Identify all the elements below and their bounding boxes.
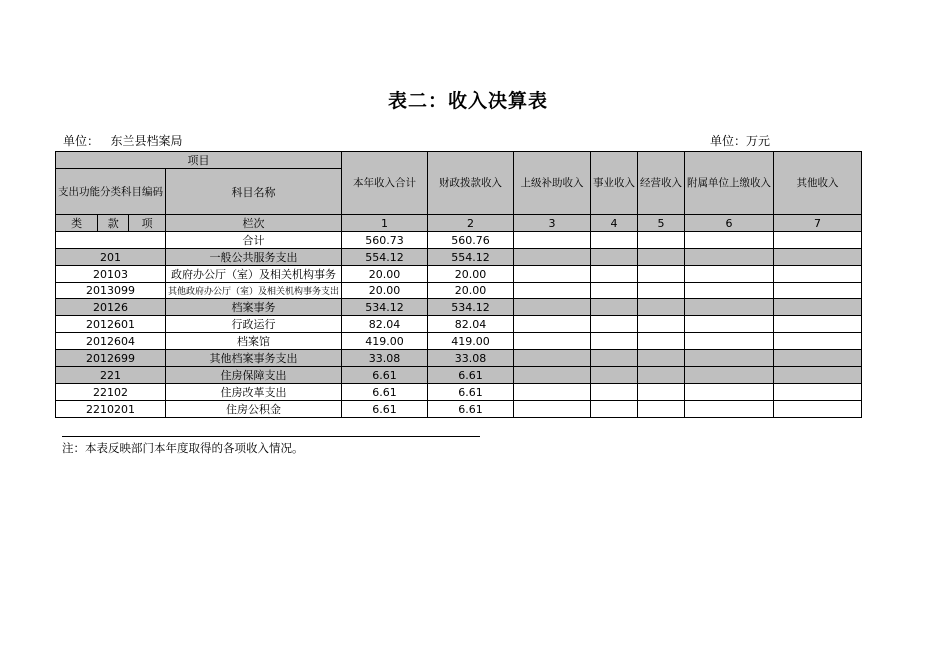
column-index-5: 5: [638, 215, 685, 232]
table-row: [56, 367, 862, 384]
row-other-income: [774, 266, 862, 283]
header-code-kuan: 款: [98, 215, 129, 232]
row-code-lei: 22102: [56, 384, 166, 401]
column-index-2: 2: [428, 215, 514, 232]
row-subordinate-remittance: [685, 299, 774, 316]
row-operating-income: [638, 299, 685, 316]
row-code-lei: 2012601: [56, 316, 166, 333]
header-operating-income: 经营收入: [638, 152, 685, 215]
row-fiscal-appropriation: 554.12: [428, 249, 514, 266]
row-code-lei: 2210201: [56, 401, 166, 418]
row-total-income: 534.12: [342, 299, 428, 316]
row-subject-name: 其他政府办公厅（室）及相关机构事务支出: [166, 283, 342, 299]
row-subordinate-remittance: [685, 367, 774, 384]
table-row: [56, 249, 862, 266]
header-business-income: 事业收入: [591, 152, 638, 215]
row-code-lei: 2012604: [56, 333, 166, 350]
table-row: [56, 384, 862, 401]
row-superior-subsidy: [514, 367, 591, 384]
unit-measure-label: 单位：万元: [709, 134, 770, 148]
header-other-income: 其他收入: [774, 152, 862, 215]
row-fiscal-appropriation: 82.04: [428, 316, 514, 333]
row-operating-income: [638, 283, 685, 299]
header-superior-subsidy: 上级补助收入: [514, 152, 591, 215]
row-superior-subsidy: [514, 401, 591, 418]
row-total-income: 20.00: [342, 266, 428, 283]
row-superior-subsidy: [514, 232, 591, 249]
row-subordinate-remittance: [685, 401, 774, 418]
row-business-income: [591, 350, 638, 367]
row-total-income: 82.04: [342, 316, 428, 333]
row-subject-name: 合计: [166, 232, 342, 249]
row-fiscal-appropriation: 6.61: [428, 401, 514, 418]
row-business-income: [591, 283, 638, 299]
row-subordinate-remittance: [685, 266, 774, 283]
row-other-income: [774, 232, 862, 249]
row-other-income: [774, 367, 862, 384]
row-other-income: [774, 384, 862, 401]
row-operating-income: [638, 316, 685, 333]
row-superior-subsidy: [514, 316, 591, 333]
row-total-income: 20.00: [342, 283, 428, 299]
row-business-income: [591, 367, 638, 384]
row-code-lei: 221: [56, 367, 166, 384]
row-superior-subsidy: [514, 249, 591, 266]
table-group-header-row: [56, 152, 862, 169]
row-business-income: [591, 384, 638, 401]
column-index-label: 栏次: [166, 215, 342, 232]
row-fiscal-appropriation: 6.61: [428, 384, 514, 401]
column-index-4: 4: [591, 215, 638, 232]
table-row: [56, 299, 862, 316]
row-total-income: 419.00: [342, 333, 428, 350]
row-operating-income: [638, 401, 685, 418]
row-business-income: [591, 249, 638, 266]
row-superior-subsidy: [514, 283, 591, 299]
row-total-income: 6.61: [342, 367, 428, 384]
table-row: [56, 333, 862, 350]
row-other-income: [774, 316, 862, 333]
row-code-lei: 2012699: [56, 350, 166, 367]
row-superior-subsidy: [514, 350, 591, 367]
row-total-income: 33.08: [342, 350, 428, 367]
page-title: 表二：收入决算表: [387, 90, 548, 112]
row-business-income: [591, 232, 638, 249]
row-fiscal-appropriation: 560.76: [428, 232, 514, 249]
column-index-6: 6: [685, 215, 774, 232]
row-total-income: 6.61: [342, 384, 428, 401]
row-business-income: [591, 333, 638, 350]
row-operating-income: [638, 266, 685, 283]
row-other-income: [774, 283, 862, 299]
table-row: [56, 283, 862, 299]
row-other-income: [774, 249, 862, 266]
row-operating-income: [638, 249, 685, 266]
table-row: [56, 350, 862, 367]
row-fiscal-appropriation: 20.00: [428, 283, 514, 299]
row-superior-subsidy: [514, 333, 591, 350]
header-expenditure-code: 支出功能分类科目编码: [56, 169, 166, 215]
row-subject-name: 其他档案事务支出: [166, 350, 342, 367]
row-code-lei: [56, 232, 166, 249]
row-subject-name: 住房保障支出: [166, 367, 342, 384]
row-business-income: [591, 266, 638, 283]
row-total-income: 554.12: [342, 249, 428, 266]
row-code-lei: 20126: [56, 299, 166, 316]
row-subordinate-remittance: [685, 350, 774, 367]
row-superior-subsidy: [514, 266, 591, 283]
row-total-income: 560.73: [342, 232, 428, 249]
header-fiscal-appropriation: 财政拨款收入: [428, 152, 514, 215]
row-subject-name: 档案事务: [166, 299, 342, 316]
row-operating-income: [638, 384, 685, 401]
row-subordinate-remittance: [685, 249, 774, 266]
header-total-income: 本年收入合计: [342, 152, 428, 215]
row-subordinate-remittance: [685, 316, 774, 333]
row-other-income: [774, 401, 862, 418]
row-total-income: 6.61: [342, 401, 428, 418]
row-subject-name: 政府办公厅（室）及相关机构事务: [166, 266, 342, 283]
row-subject-name: 一般公共服务支出: [166, 249, 342, 266]
row-code-lei: 20103: [56, 266, 166, 283]
row-fiscal-appropriation: 20.00: [428, 266, 514, 283]
header-subject-name: 科目名称: [166, 169, 342, 215]
row-superior-subsidy: [514, 384, 591, 401]
table-row: [56, 266, 862, 283]
table-column-index-row: [56, 215, 862, 232]
row-subject-name: 档案馆: [166, 333, 342, 350]
table-body: [56, 232, 862, 418]
row-business-income: [591, 316, 638, 333]
row-subject-name: 住房公积金: [166, 401, 342, 418]
header-subordinate-remittance: 附属单位上缴收入: [685, 152, 774, 215]
row-business-income: [591, 401, 638, 418]
income-final-account-table: [55, 151, 862, 418]
column-index-1: 1: [342, 215, 428, 232]
column-index-3: 3: [514, 215, 591, 232]
row-fiscal-appropriation: 534.12: [428, 299, 514, 316]
table-row: [56, 401, 862, 418]
note-divider: [62, 436, 480, 437]
unit-name-label: 单位： 东兰县档案局: [63, 134, 183, 148]
row-subordinate-remittance: [685, 232, 774, 249]
row-subject-name: 行政运行: [166, 316, 342, 333]
row-fiscal-appropriation: 419.00: [428, 333, 514, 350]
row-subject-name: 住房改革支出: [166, 384, 342, 401]
header-code-xiang: 项: [129, 215, 166, 232]
row-code-lei: 2013099: [56, 283, 166, 299]
row-operating-income: [638, 333, 685, 350]
row-code-lei: 201: [56, 249, 166, 266]
row-subordinate-remittance: [685, 384, 774, 401]
row-subordinate-remittance: [685, 283, 774, 299]
row-other-income: [774, 350, 862, 367]
row-business-income: [591, 299, 638, 316]
row-fiscal-appropriation: 6.61: [428, 367, 514, 384]
row-superior-subsidy: [514, 299, 591, 316]
row-operating-income: [638, 350, 685, 367]
row-operating-income: [638, 232, 685, 249]
row-operating-income: [638, 367, 685, 384]
header-group-project: 项目: [56, 152, 342, 169]
table-note: 注：本表反映部门本年度取得的各项收入情况。: [62, 441, 304, 455]
header-code-lei: 类: [56, 215, 98, 232]
column-index-7: 7: [774, 215, 862, 232]
row-other-income: [774, 333, 862, 350]
row-fiscal-appropriation: 33.08: [428, 350, 514, 367]
table-row: [56, 232, 862, 249]
row-other-income: [774, 299, 862, 316]
table-row: [56, 316, 862, 333]
row-subordinate-remittance: [685, 333, 774, 350]
